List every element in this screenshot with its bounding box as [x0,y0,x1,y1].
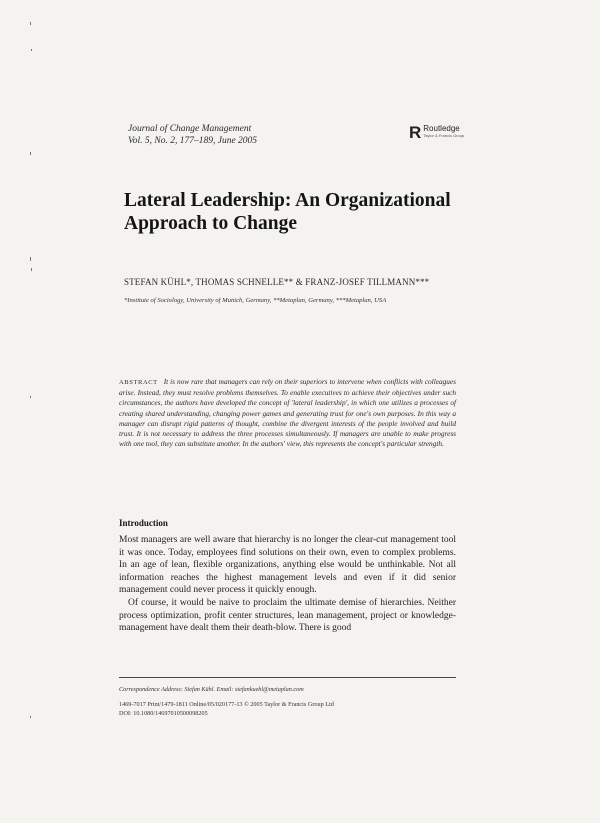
scan-speck [30,22,31,25]
article-title: Lateral Leadership: An Organizational Approach to Change [124,190,451,234]
scan-speck [30,257,31,261]
introduction-body [119,534,456,635]
scan-speck [31,268,32,271]
footer-spacer [119,694,456,701]
scan-speck [30,152,31,155]
author-affiliations: *Institute of Sociology, University of Munich, Germany, **Metaplan, Germany, ***Metaplan, USA [124,297,387,304]
issn-line: 1469-7017 Print/1479-1811 Online/05/020177-13 © 2005 Taylor & Francis Group Ltd [119,701,334,709]
scan-speck [31,49,32,51]
scan-speck [30,716,31,718]
publisher-text [423,124,464,138]
routledge-logo-icon: R [409,123,422,142]
journal-volume: Vol. 5, No. 2, 177–189, June 2005 [128,136,258,146]
scan-speck [30,396,31,398]
journal-name: Journal of Change Management [128,124,252,134]
paragraph: Of course, it would be naive to proclaim the ultimate demise of hierarchies. Neither process optimization, profit center structures, lean management, project or knowledge-management have dealt them their death-blow. There is good [119,597,456,634]
page-footer [119,686,456,718]
paragraph: Most managers are well aware that hierarchy is no longer the clear-cut management tool it was once. Today, employees find solutions on their own, even to complex problems. In an age of lean, flexible organizations, anything else would be unthinkable. Not all information reaches the highest management levels and even if it did senior management could never process it quickly enough. [119,535,456,596]
correspondence-address: Correspondence Address: Stefan Kühl. Email: stefankuehl@metaplan.com [119,686,304,693]
footnote-divider [119,677,456,678]
doi-line: DOI: 10.1080/14697010500098205 [119,709,208,717]
journal-citation [128,123,257,147]
abstract-heading: ABSTRACT [119,379,158,386]
abstract [119,377,456,449]
publisher-logo [409,124,464,141]
publisher-group: Taylor & Francis Group [423,133,465,138]
author-list: STEFAN KÜHL*, THOMAS SCHNELLE** & FRANZ-JOSEF TILLMANN*** [124,277,430,287]
publisher-name: Routledge [423,124,460,133]
section-heading-introduction: Introduction [119,518,168,528]
abstract-text: It is now rare that managers can rely on their superiors to intervene when conflicts with colleagues arise. Instead, they must resolve problems themselves. To enable executives to achieve their objectives under such circumstances, the authors have developed the concept of 'lateral leadership', in which one utilizes a processes of creating shared understanding, changing power games and generating trust for one's own purposes. In this way a manager can disrupt rigid patterns of thought, combine the divergent interests of the people involved and build trust. It is not necessary to address the three processes simultaneously. If managers are unable to make progress with one tool, they can substitute another. In the authors' view, this represents the concept's particular strength. [119,377,456,449]
